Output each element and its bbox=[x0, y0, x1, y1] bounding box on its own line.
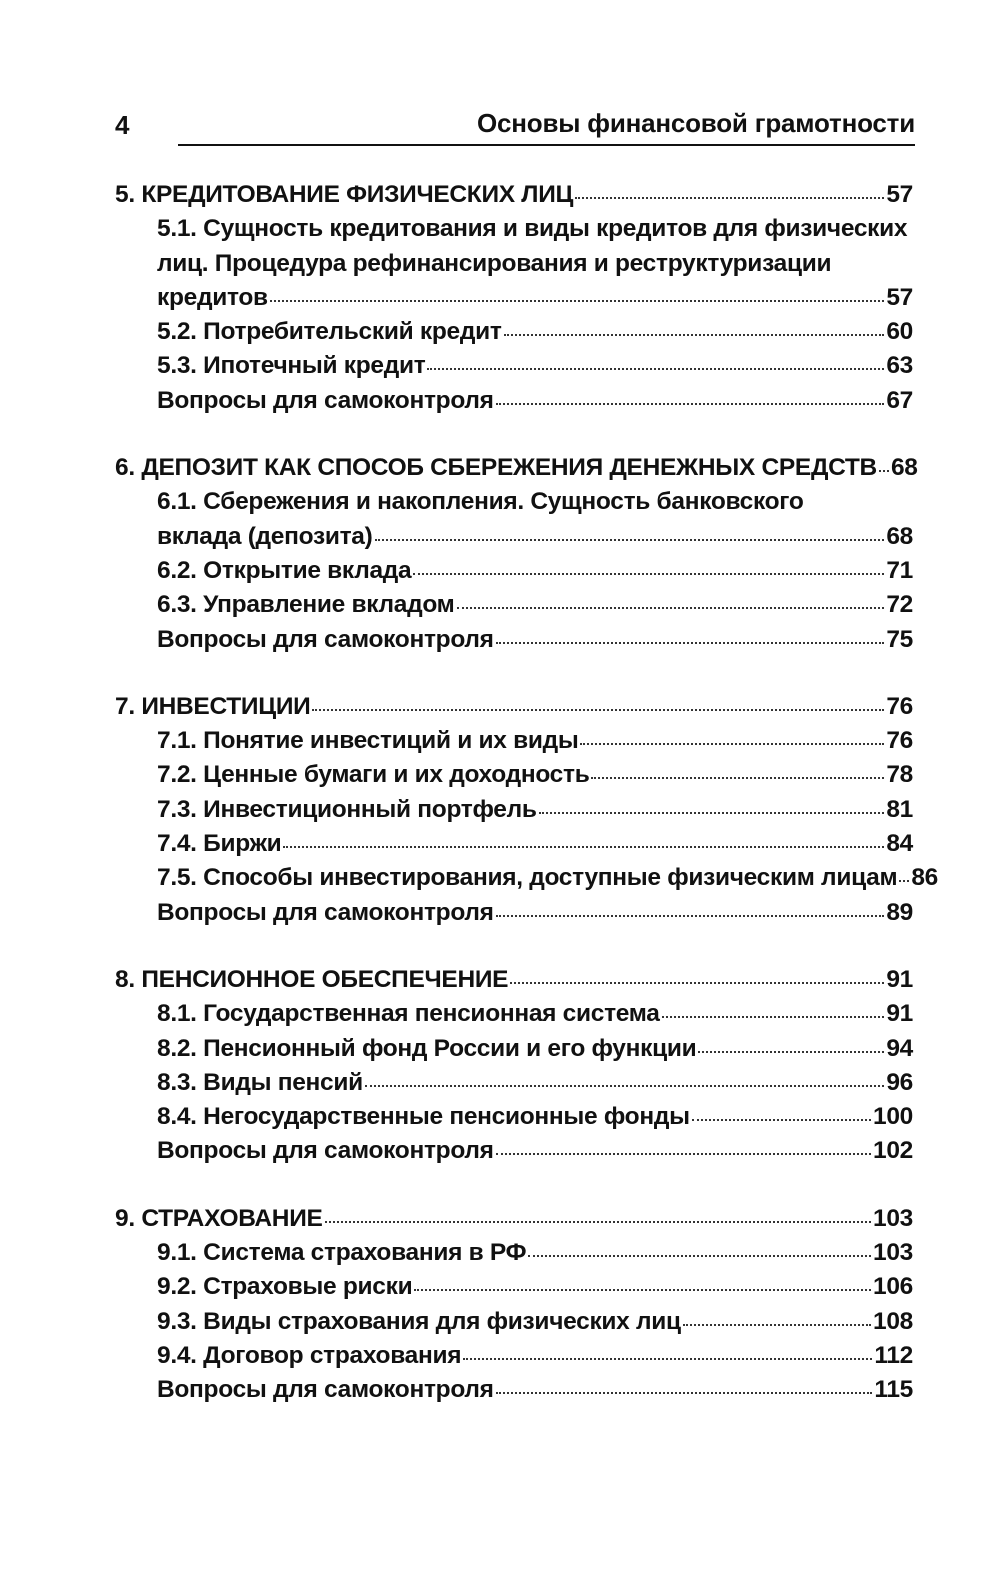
subsection-page: 115 bbox=[874, 1376, 913, 1404]
toc-section bbox=[115, 178, 913, 418]
dot-leader bbox=[575, 197, 884, 199]
subsection-entry[interactable] bbox=[115, 724, 913, 758]
dot-leader bbox=[504, 334, 885, 336]
subsection-title: 7.4. Биржи bbox=[157, 830, 282, 858]
chapter-title: 8. ПЕНСИОННОЕ ОБЕСПЕЧЕНИЕ bbox=[115, 965, 509, 993]
subsection-title-lines bbox=[115, 485, 913, 519]
chapter-entry[interactable] bbox=[115, 451, 918, 485]
chapter-title: 6. ДЕПОЗИТ КАК СПОСОБ СБЕРЕЖЕНИЯ ДЕНЕЖНЫХ СРЕДСТВ bbox=[115, 454, 877, 482]
subsection-title: 5.2. Потребительский кредит bbox=[157, 318, 502, 346]
subsection-page: 81 bbox=[886, 795, 913, 823]
subsection-entry[interactable] bbox=[115, 861, 938, 895]
subsection-page: 63 bbox=[886, 352, 913, 380]
subsection-entry[interactable] bbox=[115, 1373, 913, 1407]
dot-leader bbox=[270, 300, 885, 302]
subsection-entry[interactable] bbox=[115, 520, 913, 554]
subsection-entry[interactable] bbox=[115, 896, 913, 930]
dot-leader bbox=[496, 1153, 871, 1155]
chapter-page: 76 bbox=[886, 692, 913, 720]
chapter-page: 91 bbox=[886, 965, 913, 993]
subsection-title: 7.2. Ценные бумаги и их доходность bbox=[157, 761, 590, 789]
page-number: 4 bbox=[115, 110, 130, 140]
dot-leader bbox=[457, 607, 885, 609]
subsection-page: 96 bbox=[886, 1068, 913, 1096]
subsection-entry[interactable] bbox=[115, 1032, 913, 1066]
toc-section bbox=[115, 451, 918, 657]
subsection-title: 8.2. Пенсионный фонд России и его функции bbox=[157, 1034, 697, 1062]
subsection-page: 72 bbox=[886, 591, 913, 619]
dot-leader bbox=[413, 573, 884, 575]
subsection-entry[interactable] bbox=[115, 827, 913, 861]
subsection-entry[interactable] bbox=[115, 758, 913, 792]
toc-section bbox=[115, 690, 938, 930]
subsection-title: 6.2. Открытие вклада bbox=[157, 556, 412, 584]
subsection-page: 68 bbox=[886, 522, 913, 550]
chapter-entry[interactable] bbox=[115, 178, 913, 212]
subsection-title: 9.1. Система страхования в РФ bbox=[157, 1239, 527, 1267]
subsection-entry[interactable] bbox=[115, 588, 913, 622]
subsection-title: 7.3. Инвестиционный портфель bbox=[157, 795, 537, 823]
dot-leader bbox=[496, 642, 885, 644]
dot-leader bbox=[539, 812, 885, 814]
subsection-page: 89 bbox=[886, 898, 913, 926]
subsection-page: 94 bbox=[886, 1034, 913, 1062]
dot-leader bbox=[365, 1085, 884, 1087]
subsection-entry[interactable] bbox=[115, 997, 913, 1031]
subsection-title: вклада (депозита) bbox=[157, 522, 373, 550]
subsection-entry[interactable] bbox=[115, 384, 913, 418]
subsection-title: 8.3. Виды пенсий bbox=[157, 1068, 363, 1096]
subsection-title: 8.4. Негосударственные пенсионные фонды bbox=[157, 1103, 690, 1131]
subsection-page: 76 bbox=[886, 727, 913, 755]
subsection-title: 9.3. Виды страхования для физических лиц bbox=[157, 1307, 681, 1335]
chapter-title: 9. СТРАХОВАНИЕ bbox=[115, 1204, 323, 1232]
subsection-title: 9.4. Договор страхования bbox=[157, 1341, 462, 1369]
dot-leader bbox=[698, 1051, 884, 1053]
subsection-page: 84 bbox=[886, 830, 913, 858]
subsection-entry[interactable] bbox=[115, 793, 913, 827]
subsection-entry[interactable] bbox=[115, 1134, 913, 1168]
dot-leader bbox=[496, 403, 885, 405]
subsection-page: 106 bbox=[873, 1273, 913, 1301]
subsection-title: Вопросы для самоконтроля bbox=[157, 386, 494, 414]
chapter-entry[interactable] bbox=[115, 963, 913, 997]
subsection-page: 102 bbox=[873, 1137, 913, 1165]
subsection-title: 7.1. Понятие инвестиций и их виды bbox=[157, 727, 579, 755]
chapter-title: 5. КРЕДИТОВАНИЕ ФИЗИЧЕСКИХ ЛИЦ bbox=[115, 181, 574, 208]
dot-leader bbox=[312, 709, 884, 711]
subsection-page: 78 bbox=[886, 761, 913, 789]
chapter-entry[interactable] bbox=[115, 690, 913, 724]
chapter-title: 7. ИНВЕСТИЦИИ bbox=[115, 692, 311, 720]
subsection-page: 100 bbox=[873, 1103, 913, 1131]
subsection-title: 9.2. Страховые риски bbox=[157, 1273, 413, 1301]
dot-leader bbox=[662, 1016, 885, 1018]
subsection-page: 67 bbox=[886, 386, 913, 414]
subsection-entry[interactable] bbox=[115, 349, 913, 383]
book-title: Основы финансовой грамотности bbox=[476, 108, 915, 138]
subsection-title-line: 5.1. Сущность кредитования и виды кредитов для физических bbox=[157, 215, 908, 243]
subsection-title: Вопросы для самоконтроля bbox=[157, 625, 494, 653]
subsection-title-line: лиц. Процедура рефинансирования и реструктуризации bbox=[157, 249, 832, 277]
subsection-title: 6.3. Управление вкладом bbox=[157, 591, 455, 619]
dot-leader bbox=[692, 1119, 871, 1121]
table-of-contents bbox=[115, 178, 938, 1441]
subsection-entry[interactable] bbox=[115, 1100, 913, 1134]
subsection-page: 57 bbox=[886, 283, 913, 311]
chapter-entry[interactable] bbox=[115, 1202, 913, 1236]
subsection-page: 112 bbox=[874, 1341, 913, 1369]
toc-section bbox=[115, 1202, 913, 1408]
dot-leader bbox=[683, 1324, 871, 1326]
subsection-entry[interactable] bbox=[115, 1270, 913, 1304]
subsection-title: Вопросы для самоконтроля bbox=[157, 1376, 494, 1404]
subsection-title: 5.3. Ипотечный кредит bbox=[157, 352, 426, 380]
dot-leader bbox=[879, 470, 889, 472]
subsection-title: Вопросы для самоконтроля bbox=[157, 898, 494, 926]
dot-leader bbox=[325, 1221, 871, 1223]
dot-leader bbox=[375, 539, 885, 541]
dot-leader bbox=[510, 982, 884, 984]
chapter-page: 103 bbox=[873, 1204, 913, 1232]
subsection-title: 7.5. Способы инвестирования, доступные физическим лицам bbox=[157, 864, 898, 892]
subsection-title-line: 6.1. Сбережения и накопления. Сущность банковского bbox=[157, 488, 804, 516]
dot-leader bbox=[414, 1289, 871, 1291]
dot-leader bbox=[463, 1358, 872, 1360]
chapter-page: 68 bbox=[890, 454, 918, 482]
subsection-entry[interactable] bbox=[115, 623, 913, 657]
dot-leader bbox=[528, 1255, 871, 1257]
subsection-entry[interactable] bbox=[115, 315, 913, 349]
dot-leader bbox=[283, 846, 884, 848]
running-header bbox=[115, 104, 915, 144]
subsection-page: 86 bbox=[911, 864, 938, 892]
chapter-page: 57 bbox=[886, 181, 913, 208]
subsection-entry[interactable] bbox=[115, 1339, 913, 1373]
subsection-title: 8.1. Государственная пенсионная система bbox=[157, 1000, 660, 1028]
dot-leader bbox=[496, 915, 885, 917]
subsection-page: 91 bbox=[886, 1000, 913, 1028]
header-rule bbox=[178, 144, 915, 146]
subsection-page: 60 bbox=[886, 318, 913, 346]
subsection-entry[interactable] bbox=[115, 554, 913, 588]
subsection-title: Вопросы для самоконтроля bbox=[157, 1137, 494, 1165]
subsection-page: 75 bbox=[886, 625, 913, 653]
subsection-title-lines bbox=[115, 212, 913, 281]
subsection-page: 103 bbox=[873, 1239, 913, 1267]
dot-leader bbox=[496, 1392, 873, 1394]
dot-leader bbox=[427, 368, 884, 370]
subsection-entry[interactable] bbox=[115, 1066, 913, 1100]
subsection-entry[interactable] bbox=[115, 1236, 913, 1270]
subsection-title: кредитов bbox=[157, 283, 268, 311]
subsection-page: 71 bbox=[886, 556, 913, 584]
subsection-entry[interactable] bbox=[115, 1305, 913, 1339]
dot-leader bbox=[591, 777, 884, 779]
dot-leader bbox=[899, 880, 909, 882]
subsection-entry[interactable] bbox=[115, 281, 913, 315]
subsection-page: 108 bbox=[873, 1307, 913, 1335]
dot-leader bbox=[580, 743, 884, 745]
toc-section bbox=[115, 963, 913, 1169]
